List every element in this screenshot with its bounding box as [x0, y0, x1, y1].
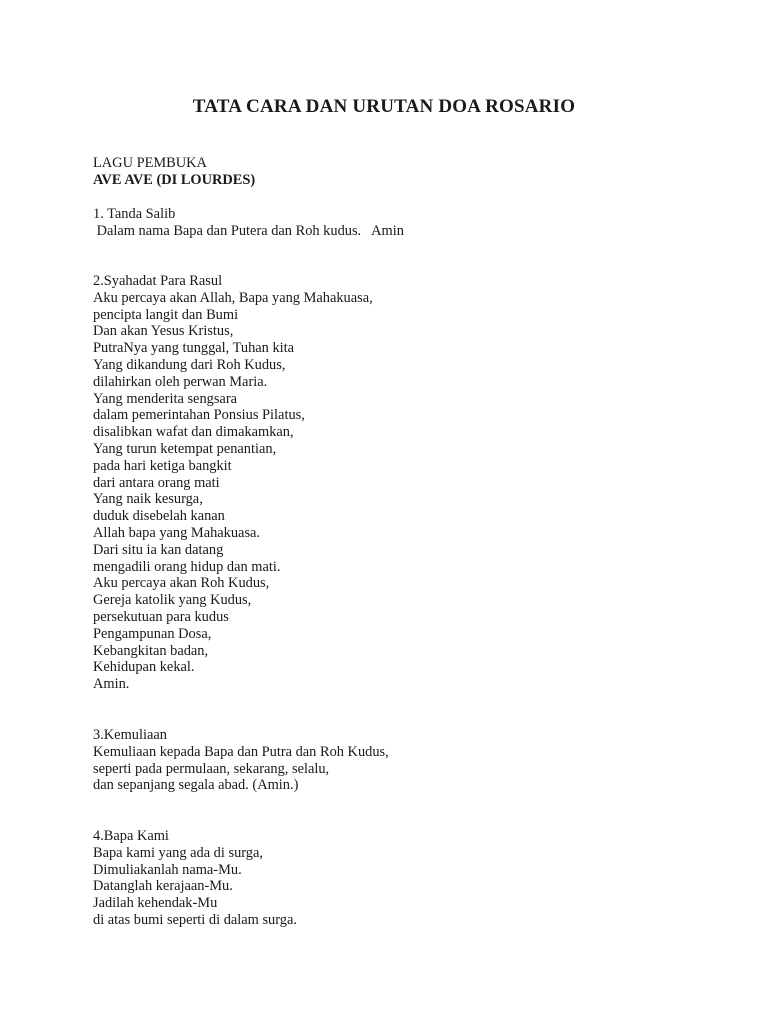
prayer-line: Yang menderita sengsara	[93, 390, 238, 407]
prayer-line: dilahirkan oleh perwan Maria.	[93, 373, 268, 390]
section-tanda-salib	[93, 206, 733, 240]
prayer-line: Bapa kami yang ada di surga,	[93, 844, 263, 861]
opening-label: LAGU PEMBUKA	[93, 155, 207, 171]
section-heading: 1. Tanda Salib	[93, 206, 176, 222]
prayer-line: pencipta langit dan Bumi	[93, 306, 239, 323]
prayer-line: dan sepanjang segala abad. (Amin.)	[93, 777, 299, 794]
prayer-line: duduk disebelah kanan	[93, 508, 225, 525]
prayer-line: Yang turun ketempat penantian,	[93, 440, 277, 457]
prayer-line: Yang dikandung dari Roh Kudus,	[93, 356, 286, 373]
prayer-line: seperti pada permulaan, sekarang, selalu,	[93, 760, 330, 777]
prayer-line: Yang naik kesurga,	[93, 491, 203, 508]
prayer-line: mengadili orang hidup dan mati.	[93, 558, 281, 575]
prayer-line: Kehidupan kekal.	[93, 659, 195, 676]
section-bapa-kami	[93, 828, 733, 929]
prayer-line: Aku percaya akan Allah, Bapa yang Mahakuasa,	[93, 289, 373, 306]
prayer-line: Jadilah kehendak-Mu	[93, 895, 218, 912]
prayer-line: Aku percaya akan Roh Kudus,	[93, 575, 270, 592]
prayer-line: pada hari ketiga bangkit	[93, 457, 232, 474]
prayer-line: PutraNya yang tunggal, Tuhan kita	[93, 340, 295, 357]
opening-song-title: AVE AVE (DI LOURDES)	[93, 171, 256, 188]
prayer-line: Dari situ ia kan datang	[93, 541, 224, 558]
prayer-line: Kebangkitan badan,	[93, 642, 209, 659]
prayer-line: Pengampunan Dosa,	[93, 625, 212, 642]
prayer-line: Allah bapa yang Mahakuasa.	[93, 524, 261, 541]
section-kemuliaan	[93, 727, 733, 794]
prayer-line: Amin.	[93, 676, 130, 693]
prayer-line: dalam pemerintahan Ponsius Pilatus,	[93, 407, 305, 424]
prayer-line: Kemuliaan kepada Bapa dan Putra dan Roh Kudus,	[93, 743, 389, 760]
section-heading: 4.Bapa Kami	[93, 828, 169, 844]
prayer-line: persekutuan para kudus	[93, 608, 229, 625]
prayer-line: Dimuliakanlah nama-Mu.	[93, 861, 242, 878]
prayer-line: Gereja katolik yang Kudus,	[93, 592, 252, 609]
prayer-line: dari antara orang mati	[93, 474, 220, 491]
prayer-line: Dalam nama Bapa dan Putera dan Roh kudus. Amin	[93, 222, 404, 239]
section-heading: 2.Syahadat Para Rasul	[93, 273, 223, 289]
prayer-line: Datanglah kerajaan-Mu.	[93, 878, 233, 895]
prayer-line: Dan akan Yesus Kristus,	[93, 323, 234, 340]
section-heading: 3.Kemuliaan	[93, 727, 167, 743]
opening-song-block	[93, 155, 733, 189]
document-title: TATA CARA DAN URUTAN DOA ROSARIO	[192, 96, 576, 117]
prayer-line: di atas bumi seperti di dalam surga.	[93, 911, 297, 928]
section-syahadat	[93, 273, 733, 693]
prayer-line: disalibkan wafat dan dimakamkan,	[93, 424, 294, 441]
